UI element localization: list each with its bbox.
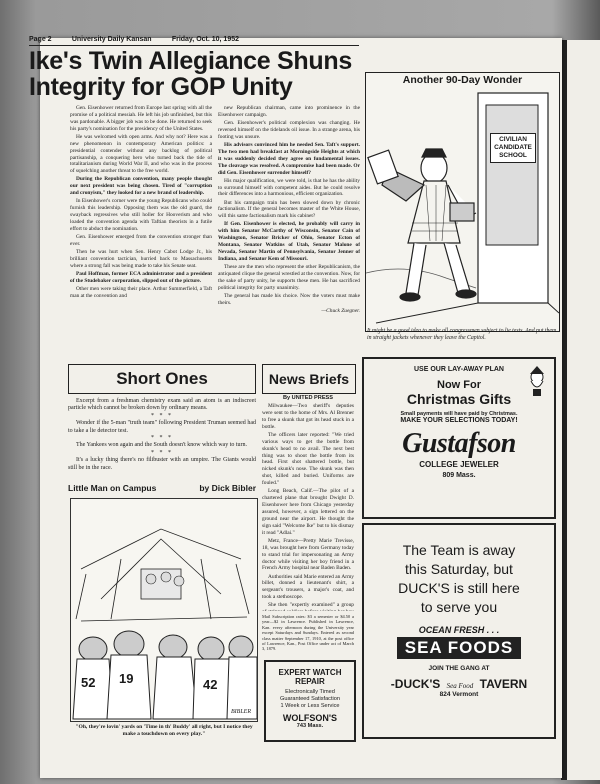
jersey-19: 19 xyxy=(119,671,134,686)
watch-ad-body-2: Guaranteed Satisfaction xyxy=(279,696,340,702)
christmas-gifts-text: Christmas Gifts xyxy=(406,391,512,407)
lead-byline: —Chuck Zuegner. xyxy=(321,307,360,314)
lead-col2-paragraph: These are the men who represent the other Republicanism, the antiquated clique the general wrestled at the convention. Now, for the sake of party unity, he supports these men. He has sacrificed political integrity for party unanimity. xyxy=(218,264,360,291)
news-brief-paragraph: Long Beach, Calif.—The pilot of a chartered plane that brought Dwight D. Eisenhower here from Chicago yesterday assured, however, a sign lettered on the ground near the airport. He thought the sign said "Welcome Ike" but to his dismay it read "Adlai." xyxy=(262,488,354,536)
news-briefs-items xyxy=(262,403,354,611)
sign-line-1: CIVILIAN xyxy=(499,136,527,143)
gustafson-logo: Gustafson xyxy=(402,428,516,459)
news-brief-paragraph: The officers later reported: "We tried various ways to get the bottle from skunk's head to no avail. The next best thing was to shoot the bottle from its head. First shot shattered bottle, but nicked skunk's nose. The skunk was then shot, killed and buried. Uniforms are fouled." xyxy=(262,431,354,487)
watch-ad-body-1: Electronically Timed xyxy=(285,689,335,695)
watch-ad-line2: REPAIR xyxy=(295,677,325,686)
short-ones-divider: * * * xyxy=(151,435,173,442)
lead-headline: Ike's Twin Allegiance Shuns Integrity for GOP Unity xyxy=(29,47,352,101)
lead-col1-paragraph: Gen. Eisenhower emerged from the convention stronger than ever. xyxy=(70,234,212,247)
ducks-tavern-ad xyxy=(362,523,556,739)
lead-col2-paragraph: If Gen. Eisenhower is elected, he probably will carry in with him Senator McCarthy of Wisconsin, Senator Cain of Washington, Senator Bricker of Ohio, Senator Ecton of Montana, Senator Watkins of Utah, Senator Malone of Nevada, Senator Martin of Pennsylvania, Senator Jenner of Indiana, and Senator Kem of Missouri. xyxy=(218,221,360,262)
watch-ad-store: WOLFSON'S xyxy=(282,713,338,723)
wolfsons-watch-ad xyxy=(264,660,356,742)
watch-ad-line1: EXPERT WATCH xyxy=(278,668,342,677)
little-man-title xyxy=(68,483,256,493)
layaway-banner: USE OUR LAY-AWAY PLAN xyxy=(414,366,504,373)
ducks-line-4: to serve you xyxy=(420,599,498,615)
lead-col2-paragraph: The general has made his choice. Now the voters must make theirs. xyxy=(218,292,360,306)
adjacent-page-edge xyxy=(565,40,600,780)
ducks-address: 824 Vermont xyxy=(439,691,479,698)
selections-text: MAKE YOUR SELECTIONS TODAY! xyxy=(400,417,518,424)
short-ones-heading xyxy=(68,364,256,394)
watch-ad-body-3: 1 Week or Less Service xyxy=(280,703,340,709)
lead-col2-paragraph: His advisors convinced him he needed Sen. Taft's support. The two men had breakfast at Morningside Heights at which it was suddenly decided they agree on fundamental issues. The cleavage was resolved. A compromise had been made. Or did Gen. Eisenhower surrender himself? xyxy=(218,141,360,176)
santa-icon xyxy=(526,365,548,397)
cartoonist-signature: BIBLER xyxy=(231,709,251,715)
now-for-text: Now For xyxy=(437,379,481,391)
subscription-notice: Mail Subscription rates: $3 a semester or $4.50 a year—$2 in Lawrence. Published in Lawrence, Kan. every afternoon during the University year except Saturdays and Sundays. Entered as second class matter September 17, 1910, at the post office of Lawrence, Kan., Post Office under act of March 3, 1879. xyxy=(262,614,354,652)
short-one-item: The Yankees won again and the South doesn't know which way to turn. xyxy=(76,442,248,449)
page-number: Page 2 xyxy=(29,36,52,43)
short-one-item: It's a lucky thing there's no filibuster with an umpire. The Giants would still be in the race. xyxy=(68,457,256,471)
school-sign xyxy=(490,133,536,163)
short-one-item: Wonder if the 5-man "truth team" following President Truman seemed had to take a lie detector test. xyxy=(68,420,256,434)
ducks-line-1: The Team is away xyxy=(402,542,516,558)
ducks-line-2: this Saturday, but xyxy=(405,561,513,577)
lead-col1-paragraph: Other men were taking their place. Arthur Summerfield, a Taft man at the convention and xyxy=(70,285,212,299)
ducks-name-left: -DUCK'S xyxy=(390,677,441,691)
short-one-item: Excerpt from a freshman chemistry exam said an atom is an indiscreet particle which cannot be broken down by ordinary means. xyxy=(68,398,256,412)
lead-story-column-1 xyxy=(70,105,212,357)
watch-ad-address: 743 Mass. xyxy=(296,723,324,729)
gustafson-address: 809 Mass. xyxy=(442,472,476,479)
page-header xyxy=(29,36,239,43)
lead-col1-paragraph: In Eisenhower's corner were the young Republicans who could furnish this leadership. Opposing them was the old guard, the swayback regressives who still holler for Hooverism and who loaded the convention agenda with Taftian theorists in a futile effort to abduct the nomination. xyxy=(70,198,212,232)
short-ones-divider: * * * xyxy=(151,412,173,419)
cartoon-title: Another 90-Day Wonder xyxy=(402,74,523,86)
lead-col2-paragraph: But his campaign train has been slowed down by chronic factionalism. If the general becomes master of the White House, will this same factionalism mark his cabinet? xyxy=(218,199,360,220)
lead-col1-paragraph: Gen. Eisenhower returned from Europe last spring with all the promise of a political messiah. He left his job unfinished, but this was pardonable. A bigger job was to be done. He returned to seek his party's nomination for the presidency of the United States. xyxy=(70,105,212,132)
short-ones-title: Short Ones xyxy=(116,369,208,388)
header-rule xyxy=(29,45,359,46)
little-man-drawing xyxy=(71,499,257,721)
little-man-credit: by Dick Bibler xyxy=(199,483,256,493)
lead-col2-paragraph: His major qualification, we were told, is that he has the ability to surround himself with competent aides. But he could resolve their differences into a harmonious, efficient organization. xyxy=(218,177,360,198)
news-briefs-heading xyxy=(262,364,356,394)
cartoon-drawing xyxy=(366,73,559,331)
ocean-fresh-text: OCEAN FRESH . . . xyxy=(418,625,500,635)
college-jeweler-text: COLLEGE JEWELER xyxy=(419,460,499,469)
sea-foods-banner: SEA FOODS xyxy=(397,637,522,659)
ducks-line-3: DUCK'S is still here xyxy=(398,580,520,596)
ducks-name-right: TAVERN xyxy=(479,677,528,691)
lead-story-column-2 xyxy=(218,105,360,357)
lead-col2-paragraph: Gen. Eisenhower's political complexion was changing. He reversed himself on the tidelands oil issue. In a strange arena, his footing was unsure. xyxy=(218,120,360,140)
editorial-cartoon xyxy=(365,72,560,332)
sign-line-2: CANDIDATE xyxy=(494,144,532,151)
lead-col1-paragraph: Then he was hurt when Sen. Henry Cabot Lodge Jr., his brilliant convention tactician, hurried back to Massachusetts where a strong fall was being made to take his Senate seat. xyxy=(70,249,212,269)
ducks-tavern-name xyxy=(364,677,554,691)
jersey-42: 42 xyxy=(203,677,218,692)
news-brief-paragraph: Milwaukee—Two sheriff's deputies were sent to the home of Mrs. Al Brenner to free a skunk that got its head stuck in a bottle. xyxy=(262,403,354,430)
news-brief-paragraph: She then "expertly examined" a group xyxy=(268,602,354,609)
ducks-name-mid: Sea Food xyxy=(446,682,474,690)
news-brief-paragraph: Metz, France—Pretty Marie Trevisse, 18, was brought here from Germany today to stand trial for impersonating an Army doctor while visiting her boy friend in a French Army hospital near Baden Baden. xyxy=(262,537,354,572)
sign-line-3: SCHOOL xyxy=(499,152,527,159)
news-briefs-source: By UNITED PRESS xyxy=(282,395,334,401)
news-briefs-title: News Briefs xyxy=(268,371,350,387)
lead-col2-paragraph: new Republican chairman, came into prominence in the Eisenhower campaign. xyxy=(218,105,360,118)
news-brief-paragraph: Authorities said Marie entered an Army billet, donned a lieutenant's shirt, a sergeant's trousers, a major's coat, and took a stethoscope. xyxy=(262,573,354,601)
payments-text: Small payments will have paid by Christmas. xyxy=(400,411,518,417)
issue-date: Friday, Oct. 10, 1952 xyxy=(171,36,239,43)
lead-col1-paragraph: He was welcomed with open arms. And why not? Here was a new phenomenon in contemporary American politics: a presidential contender without any backlog of political partisanship, a conquering hero who turned back the tide of totalitarianism during World War II, and who was in the process of squelching another threat to the free world. xyxy=(70,133,212,175)
little-man-caption: "Oh, they're lovin' yards on 'Time in th' Buddy' all right, but I notice they make a touchdown on every play." xyxy=(75,724,253,737)
little-man-heading: Little Man on Campus xyxy=(68,483,157,493)
jersey-52: 52 xyxy=(81,675,96,690)
cartoon-caption: It might be a good idea to make all congressmen subject to lie tests. And put them in straight jackets whenever they leave the Capitol. xyxy=(367,328,557,341)
join-gang-text: JOIN THE GANG AT xyxy=(428,665,490,672)
little-man-cartoon xyxy=(70,498,258,722)
short-ones-divider: * * * xyxy=(151,449,173,456)
paper-name: University Daily Kansan xyxy=(71,36,152,43)
gustafson-jeweler-ad xyxy=(362,357,556,519)
lead-col1-paragraph: During the Republican convention, many people thought our next president was being chosen. Tired of "corruption and cronyism," they looked for a new brand of leadership. xyxy=(70,176,212,197)
lead-col1-paragraph: Paul Hoffman, former ECA administrator and a president of the Studebaker corporation, slipped out of the picture. xyxy=(70,270,212,284)
short-ones-items xyxy=(68,398,256,472)
